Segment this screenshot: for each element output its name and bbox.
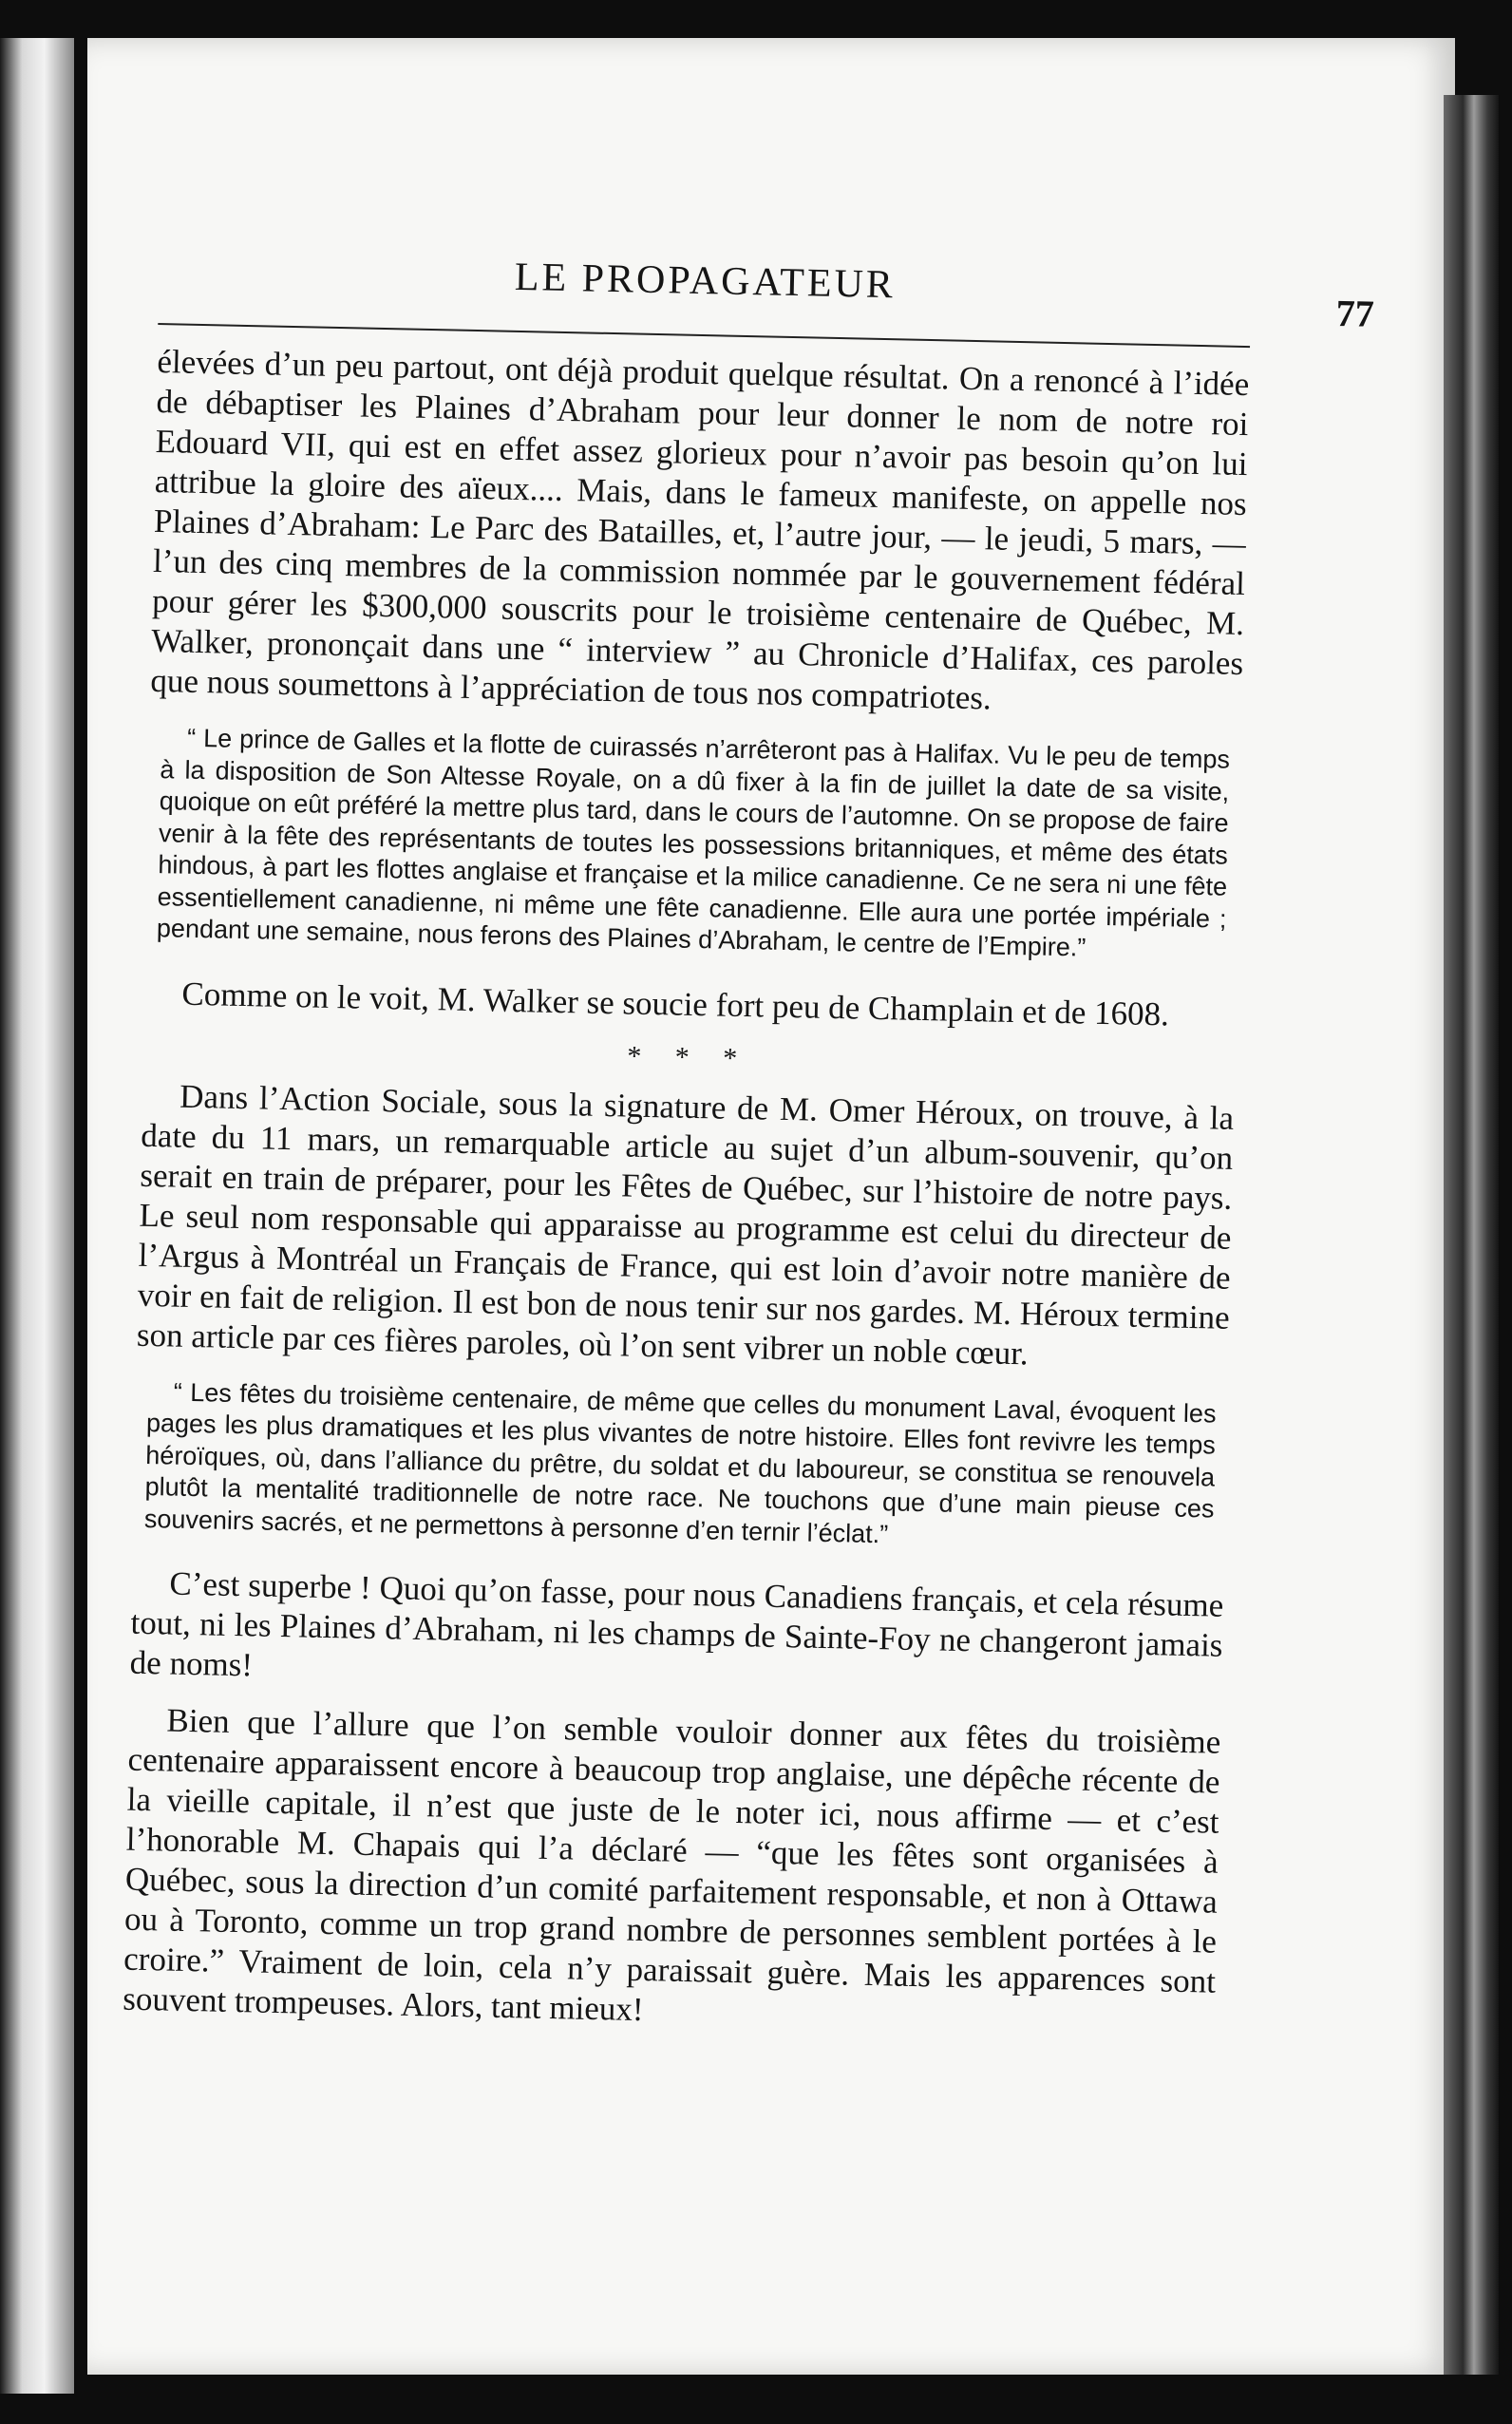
quote-heroux: “ Les fêtes du troisième centenaire, de même que celles du monument Laval, évoquent les pages les plus dramatiques et les plus vivantes de notre histoire. Elles font revivre les temps héroïques, où, dans l’alliance du prêtre, du soldat et du laboureur, se constitua se renouvela plutôt la mentalité traditionnelle de notre race. Ne touchons que d’une main pieuse ces souvenirs sacrés, et ne permettons à personne d’en ternir l’éclat.” xyxy=(143,1377,1217,1548)
section-separator: * * * xyxy=(626,1039,751,1074)
adjacent-page-edge xyxy=(0,38,74,2394)
paragraph-1: élevées d’un peu partout, ont déjà produit quelque résultat. On a renoncé à l’idée de débaptiser les Plaines d’Abraham pour leur donner le nom de notre roi Edouard VII, qui est en effet assez glorieux pour n’avoir pas besoin qu’on lui attribue la gloire des aïeux.... Mais, dans le fameux manifeste, on appelle nos Plaines d’Abraham: Le Parc des Batailles, et, l’autre jour, — le jeudi, 5 mars, — l’un des cinq membres de la commission nommée par le gouvernement fédéral pour gérer les $300,000 souscrits pour le troisième centenaire de Québec, M. Walker, prononçait dans une “ interview ” au Chronicle d’Halifax, ces paroles que nous soumettons à l’appréciation de tous nos compatriotes. xyxy=(150,342,1250,717)
paragraph-4: C’est superbe ! Quoi qu’on fasse, pour nous Canadiens français, et cela résume tout, ni les Plaines d’Abraham, ni les champs de Sainte-Foy ne changeront jamais de noms! xyxy=(129,1564,1224,1684)
page-number: 77 xyxy=(1335,291,1375,335)
running-head: LE PROPAGATEUR xyxy=(514,255,897,308)
paragraph-3: Dans l’Action Sociale, sous la signature de M. Omer Héroux, on trouve, à la date du 11 mars, un remarquable article au sujet d’un album-souvenir, qu’on serait en train de préparer, pour les Fêtes de Québec, sur l’histoire de notre pays. Le seul nom responsable qui apparaisse au programme est celui du directeur de l’Argus à Montréal un Français de France, qui est loin d’avoir notre manière de voir en fait de religion. Il est bon de nous tenir sur nos gardes. M. Héroux termine son article par ces fières paroles, où l’on sent vibrer un noble cœur. xyxy=(136,1077,1235,1372)
paragraph-5: Bien que l’allure que l’on semble vouloir donner aux fêtes du troisième centenaire apparaissent encore à beaucoup trop anglaise, une dépêche récente de la vieille capitale, il n’est que juste de le noter ici, nous affirme — et c’est l’honorable M. Chapais qui l’a déclaré — “que les fêtes sont organisées à Québec, sous la direction d’un comité parfaitement responsable, et non à Ottawa ou à Toronto, comme un trop grand nombre de personnes semblent portées à le croire.” Vraiment de loin, cela n’y paraissait guère. Mais les apparences sont souvent trompeuses. Alors, tant mieux! xyxy=(122,1701,1221,2029)
quote-walker: “ Le prince de Galles et la flotte de cuirassés n’arrêteront pas à Halifax. Vu le peu de temps à la disposition de Son Altesse Royale, on a dû fixer à la fin de juillet la date de sa visite, quoique on eût préféré la mettre plus tard, dans le cours de l’automne. On se propose de faire venir à la fête des représentants de toutes les possessions britanniques, et même des états hindous, à part les flottes anglaise et française et la milice canadienne. Ce ne sera ni une fête essentiellement canadienne, ni même une fête canadienne. Elle aura une portée impériale ; pendant une semaine, nous ferons des Plaines d’Abraham, le centre de l’Empire.” xyxy=(156,723,1231,962)
book-spine-edge xyxy=(1444,95,1499,2375)
paragraph-2: Comme on le voit, M. Walker se soucie fort peu de Champlain et de 1608. xyxy=(181,975,1170,1032)
page-content xyxy=(122,247,1375,2059)
